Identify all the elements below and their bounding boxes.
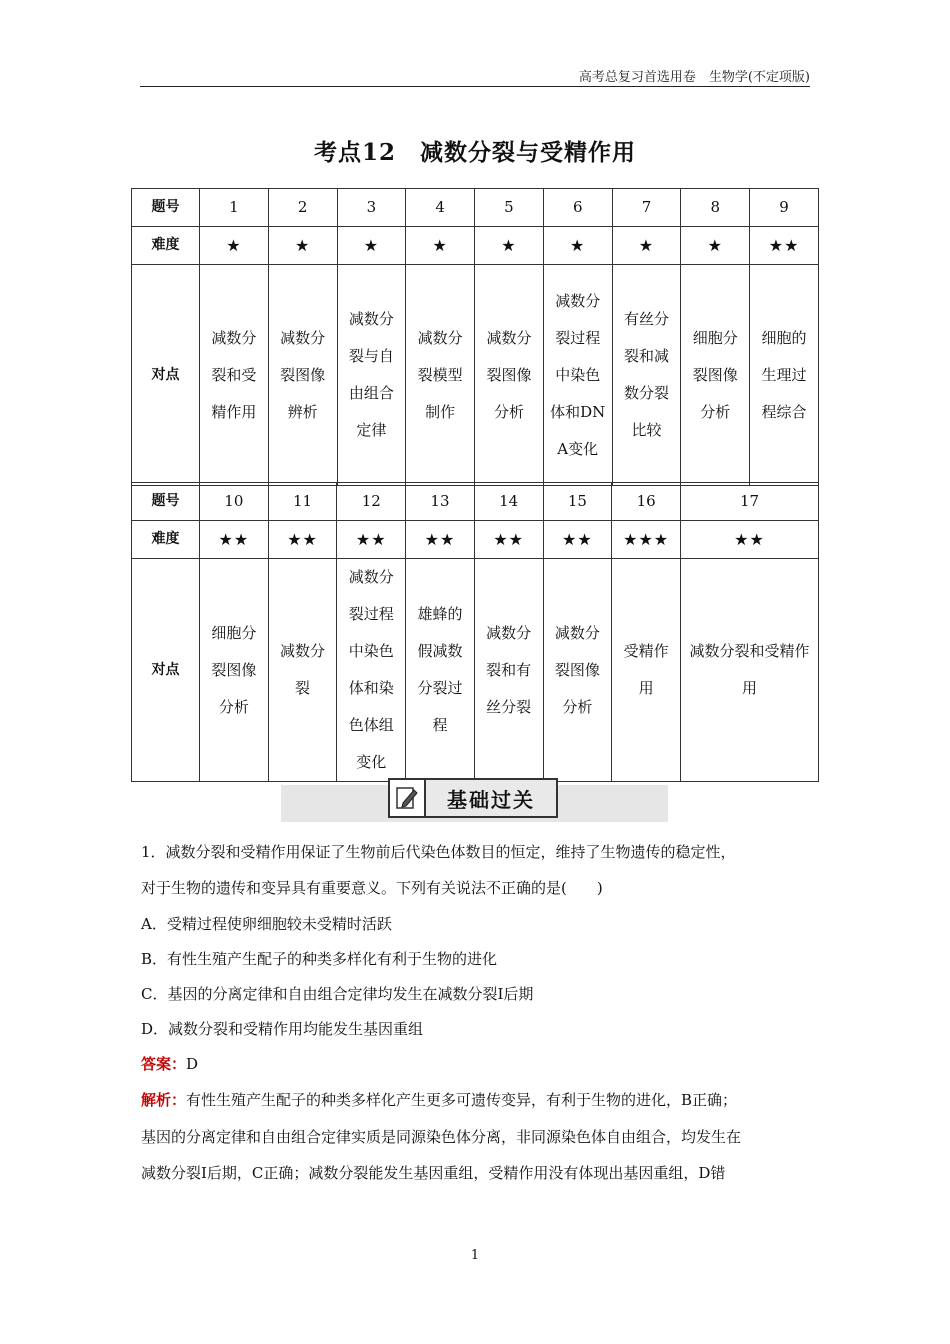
question-number: 17 [681, 483, 819, 521]
topic-cell: 减数分裂过程中染色体和染色体组变化 [337, 559, 406, 782]
difficulty-stars: ★★ [543, 521, 612, 559]
topic-cell: 减数分裂模型制作 [406, 265, 475, 486]
topic-cell: 减数分裂图像分析 [475, 265, 544, 486]
table-row-difficulty [132, 521, 819, 559]
row-label-difficulty: 难度 [132, 521, 200, 559]
difficulty-stars: ★ [406, 227, 475, 265]
question-number: 9 [750, 189, 819, 227]
pencil-icon [390, 780, 426, 816]
option-d: D．减数分裂和受精作用均能发生基因重组 [141, 1020, 424, 1038]
question-number: 6 [543, 189, 612, 227]
row-label-topic: 对点 [132, 559, 200, 782]
topic-cell: 减数分裂和受精作用 [681, 559, 819, 782]
topic-cell: 减数分裂图像分析 [543, 559, 612, 782]
topic-cell: 细胞的生理过程综合 [750, 265, 819, 486]
topic-cell: 减数分裂和受精作用 [200, 265, 269, 486]
topic-table-1 [131, 188, 819, 486]
question-number: 14 [474, 483, 543, 521]
difficulty-stars: ★★ [750, 227, 819, 265]
question-number: 13 [406, 483, 475, 521]
answer-value: D [186, 1055, 199, 1073]
difficulty-stars: ★★ [406, 521, 475, 559]
question-number: 7 [612, 189, 681, 227]
question-number: 1 [200, 189, 269, 227]
analysis-line-1 [141, 1089, 737, 1110]
difficulty-stars: ★ [543, 227, 612, 265]
page-number: 1 [470, 1248, 480, 1263]
question-number: 12 [337, 483, 406, 521]
topic-cell: 雄蜂的假减数分裂过程 [406, 559, 475, 782]
row-label-topic: 对点 [132, 265, 200, 486]
difficulty-stars: ★ [200, 227, 269, 265]
analysis-label: 解析： [141, 1091, 187, 1109]
topic-cell: 有丝分裂和减数分裂比较 [612, 265, 681, 486]
table-row-numbers [132, 189, 819, 227]
topic-cell: 细胞分裂图像分析 [200, 559, 269, 782]
option-a: A．受精过程使卵细胞较未受精时活跃 [141, 915, 392, 933]
analysis-line-2: 基因的分离定律和自由组合定律实质是同源染色体分离，非同源染色体自由组合，均发生在 [141, 1128, 742, 1146]
question-number: 8 [681, 189, 750, 227]
question-stem-line-2: 对于生物的遗传和变异具有重要意义。下列有关说法不正确的是( ) [141, 879, 603, 897]
table-row-numbers [132, 483, 819, 521]
table-row-topics [132, 265, 819, 486]
header-rule [140, 86, 810, 87]
topic-cell: 细胞分裂图像分析 [681, 265, 750, 486]
difficulty-stars: ★★ [474, 521, 543, 559]
analysis-text: 有性生殖产生配子的种类多样化产生更多可遗传变异，有利于生物的进化，B正确； [186, 1091, 738, 1109]
difficulty-stars: ★ [681, 227, 750, 265]
table-row-topics [132, 559, 819, 782]
difficulty-stars: ★★ [268, 521, 337, 559]
question-number: 10 [200, 483, 269, 521]
difficulty-stars: ★ [612, 227, 681, 265]
topic-cell: 减数分裂与自由组合定律 [337, 265, 406, 486]
table-row-difficulty [132, 227, 819, 265]
option-c: C．基因的分离定律和自由组合定律均发生在减数分裂Ⅰ后期 [141, 985, 534, 1003]
topic-cell: 减数分裂和有丝分裂 [474, 559, 543, 782]
question-number: 11 [268, 483, 337, 521]
topic-cell: 减数分裂 [268, 559, 337, 782]
difficulty-stars: ★★ [337, 521, 406, 559]
section-title: 基础过关 [426, 780, 556, 816]
question-number: 16 [612, 483, 681, 521]
topic-cell: 受精作用 [612, 559, 681, 782]
question-number: 5 [475, 189, 544, 227]
difficulty-stars: ★ [337, 227, 406, 265]
row-label-num: 题号 [132, 189, 200, 227]
difficulty-stars: ★ [268, 227, 337, 265]
analysis-line-3: 减数分裂Ⅰ后期，C正确；减数分裂能发生基因重组，受精作用没有体现出基因重组，D错 [141, 1164, 726, 1182]
difficulty-stars: ★★ [200, 521, 269, 559]
section-banner [388, 778, 558, 818]
running-header: 高考总复习首选用卷 生物学(不定项版) [578, 70, 810, 85]
row-label-num: 题号 [132, 483, 200, 521]
answer-line [141, 1053, 198, 1074]
question-number: 2 [268, 189, 337, 227]
question-number: 4 [406, 189, 475, 227]
difficulty-stars: ★ [475, 227, 544, 265]
option-b: B．有性生殖产生配子的种类多样化有利于生物的进化 [141, 950, 498, 968]
topic-cell: 减数分裂过程中染色体和DNA变化 [543, 265, 612, 486]
difficulty-stars: ★★★ [612, 521, 681, 559]
row-label-difficulty: 难度 [132, 227, 200, 265]
question-number: 15 [543, 483, 612, 521]
topic-cell: 减数分裂图像辨析 [268, 265, 337, 486]
answer-label: 答案： [141, 1055, 187, 1073]
question-stem-line-1: 1．减数分裂和受精作用保证了生物前后代染色体数目的恒定，维持了生物遗传的稳定性， [141, 843, 736, 861]
topic-table-2 [131, 482, 819, 782]
question-number: 3 [337, 189, 406, 227]
difficulty-stars: ★★ [681, 521, 819, 559]
page-title: 考点12 减数分裂与受精作用 [313, 139, 636, 166]
